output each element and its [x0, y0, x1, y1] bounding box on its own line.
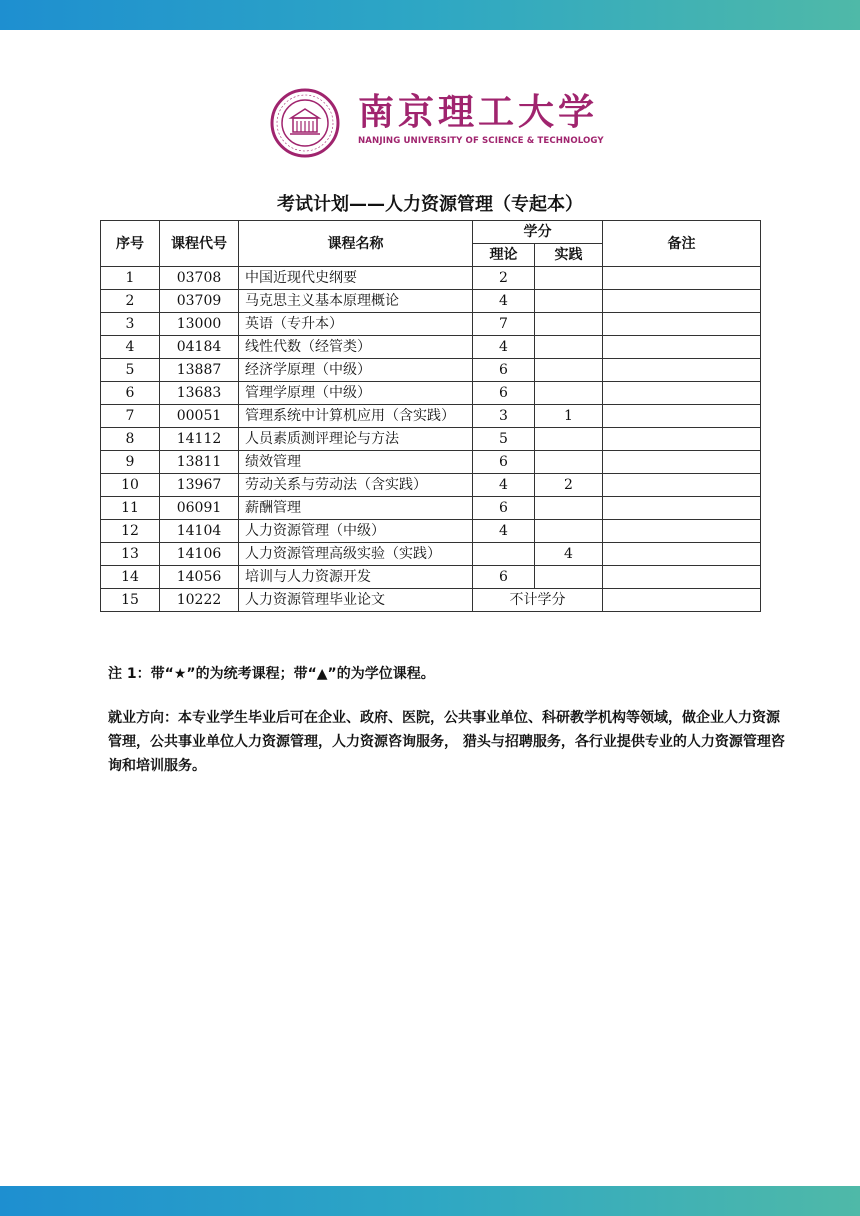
cell-seq: 9: [101, 451, 160, 474]
header-name: 课程名称: [239, 221, 473, 267]
cell-seq: 7: [101, 405, 160, 428]
cell-practice: [535, 313, 603, 336]
cell-theory: [473, 543, 535, 566]
table-row: [101, 313, 761, 336]
table-row: [101, 267, 761, 290]
cell-name: 人力资源管理毕业论文: [239, 589, 473, 612]
table-row: [101, 543, 761, 566]
cell-seq: 2: [101, 290, 160, 313]
header-seq: 序号: [101, 221, 160, 267]
cell-theory: 6: [473, 497, 535, 520]
cell-practice: [535, 497, 603, 520]
cell-theory: 6: [473, 451, 535, 474]
header-practice: 实践: [535, 244, 603, 267]
cell-code: 03708: [160, 267, 239, 290]
cell-seq: 12: [101, 520, 160, 543]
career-direction: 就业方向：本专业学生毕业后可在企业、政府、医院，公共事业单位、科研教学机构等领域，做企业人力资源管理，公共事业单位人力资源管理，人力资源咨询服务， 猎头与招聘服务，各行业提供专业的人力资源管理咨询和培训服务。: [108, 710, 785, 774]
cell-name: 中国近现代史纲要: [239, 267, 473, 290]
cell-remarks: [603, 382, 761, 405]
table-row: [101, 405, 761, 428]
cell-name: 人力资源管理（中级）: [239, 520, 473, 543]
cell-name: 人力资源管理高级实验（实践）: [239, 543, 473, 566]
header-code: 课程代号: [160, 221, 239, 267]
cell-seq: 14: [101, 566, 160, 589]
cell-theory: 7: [473, 313, 535, 336]
cell-name: 线性代数（经管类）: [239, 336, 473, 359]
cell-theory: 6: [473, 359, 535, 382]
cell-practice: [535, 520, 603, 543]
cell-remarks: [603, 451, 761, 474]
cell-seq: 8: [101, 428, 160, 451]
cell-theory: 6: [473, 566, 535, 589]
cell-code: 13811: [160, 451, 239, 474]
cell-name: 人员素质测评理论与方法: [239, 428, 473, 451]
cell-theory: 2: [473, 267, 535, 290]
cell-remarks: [603, 520, 761, 543]
cell-name: 培训与人力资源开发: [239, 566, 473, 589]
cell-code: 04184: [160, 336, 239, 359]
cell-theory: 3: [473, 405, 535, 428]
table-row: [101, 451, 761, 474]
cell-code: 03709: [160, 290, 239, 313]
cell-remarks: [603, 405, 761, 428]
cell-practice: [535, 428, 603, 451]
cell-credits-merged: 不计学分: [473, 589, 603, 612]
cell-seq: 13: [101, 543, 160, 566]
cell-code: 14056: [160, 566, 239, 589]
exam-plan-table: [100, 220, 761, 612]
cell-remarks: [603, 428, 761, 451]
cell-seq: 6: [101, 382, 160, 405]
note-course-symbols: 注 1：带“★”的为统考课程；带“▲”的为学位课程。: [108, 666, 435, 682]
cell-code: 13887: [160, 359, 239, 382]
cell-remarks: [603, 336, 761, 359]
table-row: [101, 290, 761, 313]
page-title: 考试计划——人力资源管理（专起本）: [277, 194, 583, 215]
cell-remarks: [603, 497, 761, 520]
cell-remarks: [603, 543, 761, 566]
cell-code: 13000: [160, 313, 239, 336]
table-row: [101, 428, 761, 451]
cell-code: 14104: [160, 520, 239, 543]
cell-seq: 3: [101, 313, 160, 336]
cell-name: 劳动关系与劳动法（含实践）: [239, 474, 473, 497]
cell-theory: 5: [473, 428, 535, 451]
cell-code: 06091: [160, 497, 239, 520]
cell-code: 14112: [160, 428, 239, 451]
cell-practice: [535, 359, 603, 382]
university-logo: [270, 88, 604, 160]
table-row: [101, 520, 761, 543]
university-name-cn: 南京理工大学: [358, 91, 599, 133]
cell-theory: 4: [473, 520, 535, 543]
cell-remarks: [603, 589, 761, 612]
table-row: [101, 474, 761, 497]
cell-practice: [535, 290, 603, 313]
cell-name: 马克思主义基本原理概论: [239, 290, 473, 313]
university-name-en: NANJING UNIVERSITY OF SCIENCE & TECHNOLOGY: [358, 136, 604, 146]
cell-practice: [535, 451, 603, 474]
cell-theory: 6: [473, 382, 535, 405]
cell-remarks: [603, 313, 761, 336]
cell-seq: 15: [101, 589, 160, 612]
cell-name: 薪酬管理: [239, 497, 473, 520]
cell-seq: 5: [101, 359, 160, 382]
table-row: [101, 589, 761, 612]
cell-practice: [535, 267, 603, 290]
cell-theory: 4: [473, 336, 535, 359]
cell-theory: 4: [473, 290, 535, 313]
top-color-band: [0, 0, 860, 30]
cell-code: 00051: [160, 405, 239, 428]
table-row: [101, 382, 761, 405]
cell-name: 绩效管理: [239, 451, 473, 474]
cell-practice: 2: [535, 474, 603, 497]
cell-practice: 1: [535, 405, 603, 428]
cell-remarks: [603, 267, 761, 290]
bottom-color-band: [0, 1186, 860, 1216]
table-row: [101, 359, 761, 382]
cell-remarks: [603, 290, 761, 313]
cell-name: 英语（专升本）: [239, 313, 473, 336]
cell-code: 13967: [160, 474, 239, 497]
cell-seq: 11: [101, 497, 160, 520]
cell-practice: 4: [535, 543, 603, 566]
cell-code: 10222: [160, 589, 239, 612]
table-row: [101, 336, 761, 359]
table-row: [101, 497, 761, 520]
cell-code: 14106: [160, 543, 239, 566]
cell-seq: 10: [101, 474, 160, 497]
university-seal-icon: [270, 88, 340, 158]
cell-remarks: [603, 474, 761, 497]
cell-name: 管理系统中计算机应用（含实践）: [239, 405, 473, 428]
cell-theory: 4: [473, 474, 535, 497]
cell-remarks: [603, 359, 761, 382]
cell-practice: [535, 336, 603, 359]
header-credits: 学分: [473, 221, 603, 244]
cell-name: 经济学原理（中级）: [239, 359, 473, 382]
cell-remarks: [603, 566, 761, 589]
cell-seq: 4: [101, 336, 160, 359]
cell-code: 13683: [160, 382, 239, 405]
cell-name: 管理学原理（中级）: [239, 382, 473, 405]
cell-practice: [535, 382, 603, 405]
header-theory: 理论: [473, 244, 535, 267]
cell-seq: 1: [101, 267, 160, 290]
header-remarks: 备注: [603, 221, 761, 267]
cell-practice: [535, 566, 603, 589]
table-row: [101, 566, 761, 589]
